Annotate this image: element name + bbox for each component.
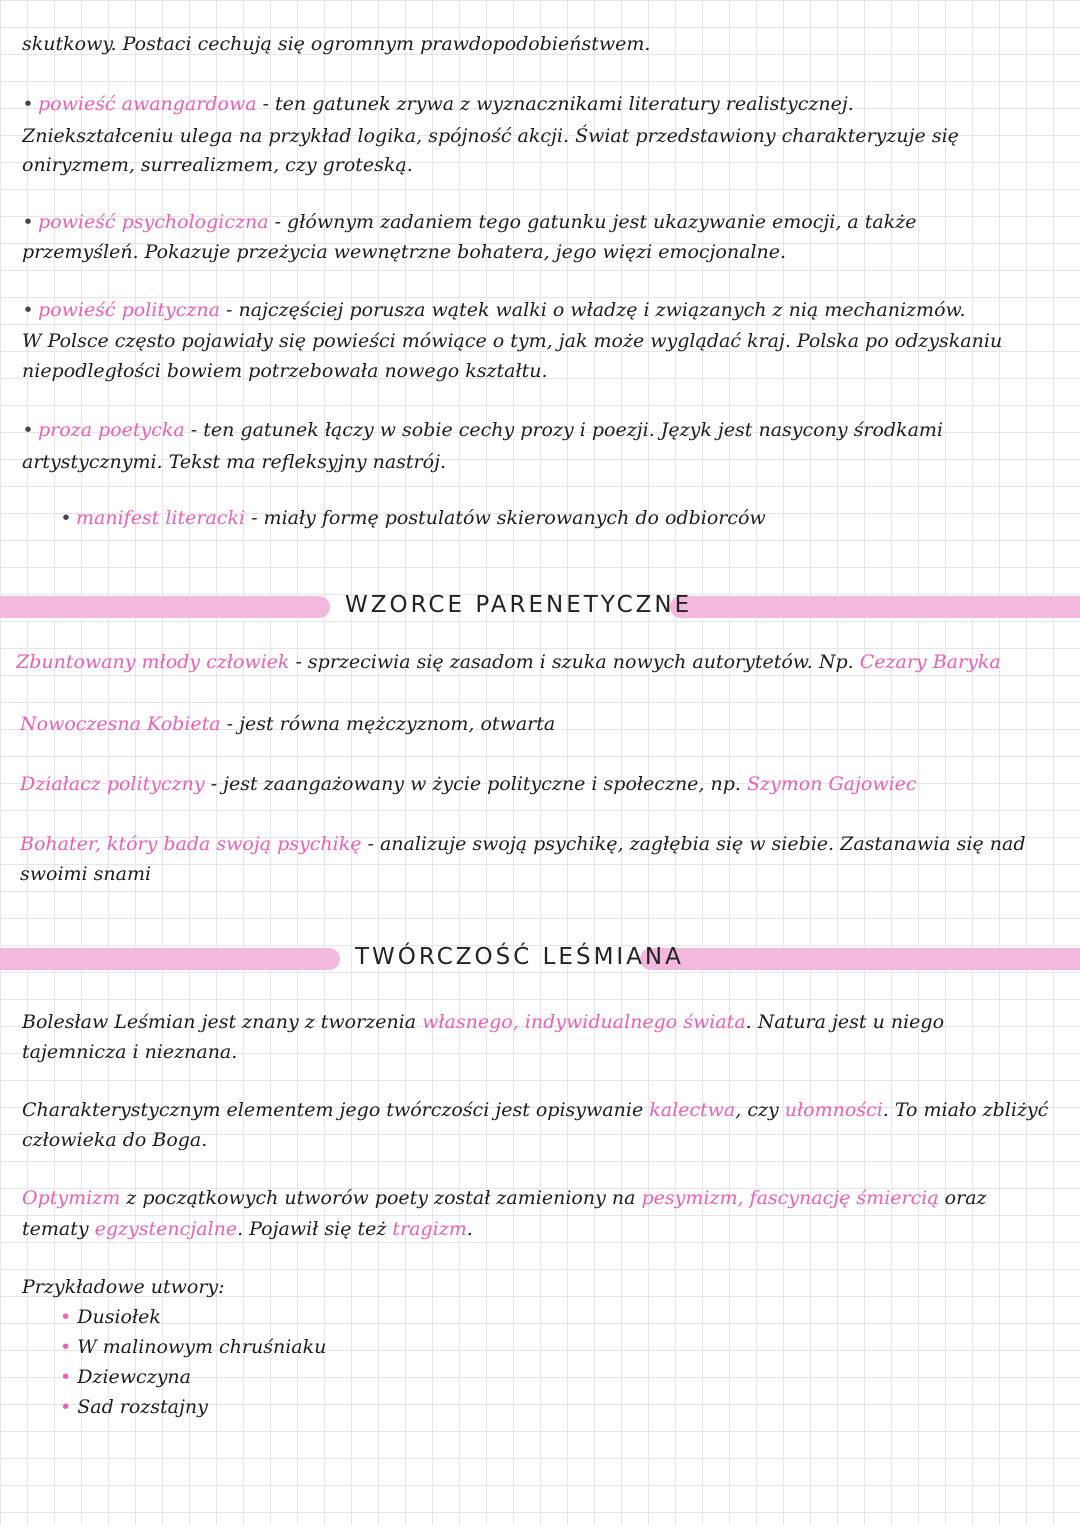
highlight: własnego, indywidualnego świata bbox=[422, 1011, 746, 1033]
bullet-icon: • bbox=[22, 211, 34, 233]
highlight: tragizm bbox=[392, 1218, 467, 1240]
text: . bbox=[466, 1218, 473, 1240]
lesmian-paragraph-line bbox=[22, 1217, 1067, 1242]
highlight: Optymizm bbox=[22, 1187, 121, 1209]
work-title: Dziewczyna bbox=[77, 1366, 191, 1388]
genre-text: artystycznymi. Tekst ma refleksyjny nastrój. bbox=[22, 451, 447, 473]
lesmian-paragraph-line bbox=[22, 1010, 1067, 1035]
genre-term: powieść psychologiczna bbox=[38, 211, 269, 233]
pattern-example: Szymon Gajowiec bbox=[747, 773, 917, 795]
section-header-lesmian bbox=[0, 944, 1080, 970]
genre-line bbox=[60, 506, 1060, 531]
genre-text: - głównym zadaniem tego gatunku jest ukazywanie emocji, a także bbox=[268, 211, 917, 233]
pattern-line bbox=[20, 832, 1065, 857]
genre-line bbox=[22, 418, 1067, 443]
pattern-line bbox=[16, 650, 1061, 675]
lesmian-paragraph-line bbox=[22, 1186, 1067, 1211]
genre-text: - najczęściej porusza wątek walki o władzę i związanych z nią mechanizmów. bbox=[219, 299, 966, 321]
genre-term: powieść polityczna bbox=[38, 299, 220, 321]
pattern-desc: - sprzeciwia się zasadom i szuka nowych autorytetów. Np. bbox=[289, 651, 860, 673]
text: z początkowych utworów poety został zamieniony na bbox=[120, 1187, 642, 1209]
bullet-icon: • bbox=[60, 1336, 72, 1358]
genre-line bbox=[22, 92, 1067, 117]
highlight: ułomności bbox=[784, 1099, 883, 1121]
genre-line bbox=[22, 124, 1067, 149]
text: tematy bbox=[22, 1218, 95, 1240]
genre-line bbox=[22, 298, 1067, 323]
genre-text: Zniekształceniu ulega na przykład logika, spójność akcji. Świat przedstawiony charakteryzuje się bbox=[22, 125, 959, 147]
genre-term: proza poetycka bbox=[38, 419, 185, 441]
section-band-left bbox=[0, 948, 340, 970]
work-item bbox=[60, 1395, 208, 1420]
work-item bbox=[60, 1305, 161, 1330]
pattern-term: Nowoczesna Kobieta bbox=[20, 713, 221, 735]
bullet-icon: • bbox=[60, 1396, 72, 1418]
genre-line bbox=[22, 450, 1067, 475]
section-band-right bbox=[640, 948, 1080, 970]
pattern-desc: - analizuje swoją psychikę, zagłębia się w siebie. Zastanawia się nad bbox=[361, 833, 1026, 855]
genre-text: - ten gatunek zrywa z wyznacznikami literatury realistycznej. bbox=[256, 93, 854, 115]
bullet-icon: • bbox=[60, 1366, 72, 1388]
works-label bbox=[22, 1275, 1067, 1300]
genre-term: powieść awangardowa bbox=[38, 93, 257, 115]
pattern-line bbox=[20, 862, 1065, 887]
text: , czy bbox=[735, 1099, 785, 1121]
genre-text: W Polsce często pojawiały się powieści mówiące o tym, jak może wyglądać kraj. Polska po odzyskaniu bbox=[22, 330, 1003, 352]
text: człowieka do Boga. bbox=[22, 1129, 208, 1151]
text: . Pojawił się też bbox=[237, 1218, 393, 1240]
intro-text: skutkowy. Postaci cechują się ogromnym prawdopodobieństwem. bbox=[22, 33, 651, 55]
genre-line bbox=[22, 240, 1067, 265]
intro-line bbox=[22, 32, 1067, 57]
pattern-term: Działacz polityczny bbox=[20, 773, 205, 795]
text: tajemnicza i nieznana. bbox=[22, 1041, 238, 1063]
bullet-icon: • bbox=[60, 1306, 72, 1328]
pattern-desc: - jest równa mężczyznom, otwarta bbox=[220, 713, 556, 735]
bullet-icon: • bbox=[22, 93, 34, 115]
works-label-text: Przykładowe utwory: bbox=[22, 1276, 225, 1298]
highlight: kalectwa bbox=[649, 1099, 736, 1121]
section-title: TWÓRCZOŚĆ LEŚMIANA bbox=[355, 944, 684, 970]
highlight: egzystencjalne bbox=[94, 1218, 238, 1240]
genre-text: oniryzmem, surrealizmem, czy groteską. bbox=[22, 154, 413, 176]
work-item bbox=[60, 1365, 191, 1390]
lesmian-paragraph-line bbox=[22, 1040, 1067, 1065]
text: Bolesław Leśmian jest znany z tworzenia bbox=[22, 1011, 423, 1033]
work-title: Dusiołek bbox=[77, 1306, 161, 1328]
bullet-icon: • bbox=[22, 419, 34, 441]
section-band-right bbox=[670, 596, 1080, 618]
work-title: Sad rozstajny bbox=[77, 1396, 208, 1418]
text: . To miało zbliżyć bbox=[882, 1099, 1049, 1121]
bullet-icon: • bbox=[22, 299, 34, 321]
bullet-icon: • bbox=[60, 507, 72, 529]
genre-term: manifest literacki bbox=[76, 507, 246, 529]
text: oraz bbox=[938, 1187, 987, 1209]
section-header-parenetic bbox=[0, 592, 1080, 618]
genre-line bbox=[22, 359, 1067, 384]
genre-line bbox=[22, 153, 1067, 178]
pattern-line bbox=[20, 772, 1065, 797]
genre-line bbox=[22, 329, 1067, 354]
text: Charakterystycznym elementem jego twórczości jest opisywanie bbox=[22, 1099, 650, 1121]
pattern-example: Cezary Baryka bbox=[859, 651, 1001, 673]
pattern-line bbox=[20, 712, 1065, 737]
pattern-desc: - jest zaangażowany w życie polityczne i społeczne, np. bbox=[204, 773, 747, 795]
highlight: pesymizm, fascynację śmiercią bbox=[641, 1187, 939, 1209]
genre-text: - ten gatunek łączy w sobie cechy prozy i poezji. Język jest nasycony środkami bbox=[184, 419, 943, 441]
section-band-left bbox=[0, 596, 330, 618]
lesmian-paragraph-line bbox=[22, 1098, 1067, 1123]
text: . Natura jest u niego bbox=[745, 1011, 945, 1033]
genre-text: - miały formę postulatów skierowanych do odbiorców bbox=[245, 507, 766, 529]
genre-text: przemyśleń. Pokazuje przeżycia wewnętrzne bohatera, jego więzi emocjonalne. bbox=[22, 241, 787, 263]
genre-line bbox=[22, 210, 1067, 235]
pattern-term: Zbuntowany młody człowiek bbox=[16, 651, 290, 673]
pattern-term: Bohater, który bada swoją psychikę bbox=[20, 833, 362, 855]
lesmian-paragraph-line bbox=[22, 1128, 1067, 1153]
genre-text: niepodległości bowiem potrzebowała nowego kształtu. bbox=[22, 360, 548, 382]
section-title: WZORCE PARENETYCZNE bbox=[345, 592, 693, 618]
pattern-desc: swoimi snami bbox=[20, 863, 152, 885]
work-item bbox=[60, 1335, 326, 1360]
work-title: W malinowym chruśniaku bbox=[77, 1336, 327, 1358]
